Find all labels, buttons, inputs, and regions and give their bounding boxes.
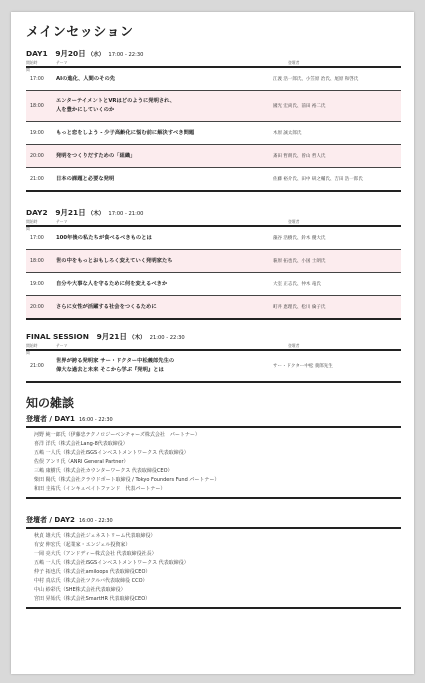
- day-section: [26, 48, 401, 192]
- col-speakers: 登壇者: [288, 219, 300, 224]
- trivia-title: 知の雑談: [26, 396, 75, 410]
- session-title-line: 世界が誇る発明家 サー・ドクター中松義郎先生の: [56, 358, 175, 364]
- session-time: 19:00: [30, 130, 44, 136]
- speaker-item: 秋貞 雄大氏（株式会社ジェネストリーム代表取締役）: [34, 533, 156, 539]
- session-title-line: さらに女性が活躍する社会をつくるために: [56, 303, 157, 310]
- session-title-line: 人を豊かにしていくのか: [56, 107, 115, 113]
- trivia-time: 16:00 - 22:30: [78, 417, 113, 423]
- session-time: 19:00: [30, 281, 44, 287]
- col-time: 開始時間: [26, 219, 38, 231]
- session-time: 17:00: [30, 76, 44, 82]
- speaker-item: 佐俣 アンリ氏（ANRI General Partner）: [34, 459, 129, 465]
- session-time: 18:00: [30, 103, 44, 109]
- session-speakers: サー・ドクター中松 義郎先生: [273, 364, 333, 369]
- trivia-sections: [26, 414, 401, 609]
- session-time: 21:00: [30, 176, 44, 182]
- session-speakers: 藻谷 浩樹氏、鈴木 優大氏: [273, 236, 326, 241]
- trivia-subtitle: [26, 414, 401, 428]
- session-row: [26, 273, 401, 296]
- day-weekday: （木）: [87, 211, 105, 217]
- day-title: [26, 207, 401, 218]
- speaker-item: 一岡 亮大氏（アンドディー株式会社 代表取締役社長）: [34, 551, 157, 557]
- speaker-item: 中村 真広氏（株式会社ツクルバ代表取締役 CCO）: [34, 578, 148, 584]
- session-speakers: 萩原 拓也氏、小国 士朗氏: [273, 259, 326, 264]
- col-speakers: 登壇者: [288, 60, 300, 65]
- trivia-subtitle: [26, 515, 401, 529]
- day-time: 17:00 - 22:30: [108, 52, 144, 58]
- trivia-time: 16:00 - 22:30: [78, 518, 113, 524]
- speaker-item: 三嶋 康樹氏（株式会社カウンターワークス 代表取締役CEO）: [34, 468, 173, 474]
- session-title-line: 発明をつくりだすための「組織」: [56, 152, 136, 159]
- speaker-item: 和田 圭祐氏（インキュベイトファンド 代表パートナー）: [34, 486, 166, 492]
- trivia-label: 登壇者 / DAY1: [26, 415, 75, 423]
- speaker-item: 仲子 拓也氏（株式会社amiloops 代表取締役CEO）: [34, 569, 151, 575]
- col-theme: テーマ: [56, 219, 68, 224]
- session-title: [56, 129, 273, 138]
- day-title: [26, 48, 401, 59]
- speaker-item: 五嶋 一人氏（株式会社iSGSインベストメントワークス 代表取締役）: [34, 450, 189, 456]
- session-row: [26, 250, 401, 273]
- session-speakers: 國光 宏尚氏、前田 裕二氏: [273, 104, 326, 109]
- speaker-item: 有安 伸宏氏（起業家・エンジェル投資家）: [34, 542, 131, 548]
- speaker-item: 河野 純一郎氏（伊藤忠テクノロジーベンチャーズ株式会社 パートナー）: [34, 432, 200, 438]
- session-title-line: 日本の課題と必要な発明: [56, 175, 115, 182]
- col-theme: テーマ: [56, 343, 68, 348]
- day-date: 9月21日: [96, 332, 127, 341]
- session-title: [56, 97, 273, 115]
- day-date: 9月21日: [55, 208, 86, 217]
- day-weekday: （水）: [87, 52, 105, 58]
- speaker-item: 宮田 昇始氏（株式会社SmartHR 代表取締役CEO）: [34, 596, 151, 602]
- trivia-section: [26, 414, 401, 499]
- day-title: [26, 331, 401, 342]
- col-time: 開始時間: [26, 60, 38, 72]
- day-date: 9月20日: [55, 49, 86, 58]
- trivia-label: 登壇者 / DAY2: [26, 516, 75, 524]
- main-session-title: メインセッション: [26, 25, 134, 40]
- session-title-line: AIの進化、人間のその先: [56, 75, 116, 82]
- document-content: [26, 24, 401, 609]
- speaker-item: 五嶋 一人氏（株式会社iSGSインベストメントワークス 代表取締役）: [34, 560, 189, 566]
- column-header: [26, 342, 401, 355]
- day-label: DAY1: [26, 49, 48, 58]
- day-time: 21:00 - 22:30: [149, 335, 185, 341]
- session-row: [26, 68, 401, 91]
- session-row: [26, 296, 401, 320]
- session-title: [56, 303, 273, 312]
- speaker-list: [26, 428, 401, 499]
- session-title: [56, 357, 273, 375]
- session-days: [26, 48, 401, 383]
- session-title: [56, 280, 273, 289]
- speaker-item: 柴田 陽氏（株式会社クラウドポート取締役 / Tokyo Founders Fund パートナー）: [34, 477, 220, 483]
- session-title: [56, 152, 273, 161]
- speaker-item: 中山 紗彩氏（SHE株式会社代表取締役）: [34, 587, 126, 593]
- session-title-line: もっと恋をしよう - 少子高齢化に悩む前に解決すべき問題: [56, 129, 195, 136]
- session-speakers: 町井 恵理氏、松川 倫子氏: [273, 305, 326, 310]
- session-row: [26, 91, 401, 122]
- day-label: DAY2: [26, 208, 48, 217]
- day-section: [26, 331, 401, 383]
- session-title: [56, 75, 273, 84]
- session-row: [26, 122, 401, 145]
- day-weekday: （木）: [128, 335, 146, 341]
- session-time: 17:00: [30, 235, 44, 241]
- session-speakers: 斎田 哲朗氏、曽山 哲人氏: [273, 154, 326, 159]
- session-row: [26, 227, 401, 250]
- session-time: 20:00: [30, 304, 44, 310]
- session-row: [26, 145, 401, 168]
- session-title-line: 偉大な過去と未来 そこから学ぶ『発明』とは: [56, 367, 164, 373]
- session-speakers: 木原 誠太郎氏: [273, 131, 302, 136]
- document-page: [11, 12, 414, 674]
- trivia-section: [26, 515, 401, 609]
- col-speakers: 登壇者: [288, 343, 300, 348]
- speaker-list: [26, 529, 401, 609]
- session-title-line: エンターテイメントとVRはどのように発明され、: [56, 98, 176, 104]
- session-time: 20:00: [30, 153, 44, 159]
- session-time: 21:00: [30, 363, 44, 369]
- session-speakers: 江渡 浩一郎氏、小笠原 治氏、尾原 和啓氏: [273, 77, 359, 82]
- col-time: 開始時間: [26, 343, 38, 355]
- session-title: [56, 257, 273, 266]
- speaker-item: 喜洋 洋氏（株式会社Lang-8代表取締役）: [34, 441, 128, 447]
- session-row: [26, 351, 401, 383]
- session-title-line: 100年後の私たちが食べるべきものとは: [56, 234, 152, 241]
- day-label: FINAL SESSION: [26, 332, 89, 341]
- session-row: [26, 168, 401, 192]
- session-speakers: 大室 正志氏、仲木 竜氏: [273, 282, 321, 287]
- session-title: [56, 175, 273, 184]
- column-header: [26, 218, 401, 231]
- day-section: [26, 207, 401, 320]
- session-time: 18:00: [30, 258, 44, 264]
- session-title-line: 世の中をもっとおもしろく変えていく発明家たち: [56, 257, 173, 264]
- day-time: 17:00 - 21:00: [108, 211, 144, 217]
- session-title: [56, 234, 273, 243]
- col-theme: テーマ: [56, 60, 68, 65]
- session-title-line: 自分や大事な人を守るために何を変えるべきか: [56, 280, 168, 287]
- session-speakers: 佐藤 裕介氏、田中 研之輔氏、吉田 浩一郎氏: [273, 177, 363, 182]
- column-header: [26, 59, 401, 72]
